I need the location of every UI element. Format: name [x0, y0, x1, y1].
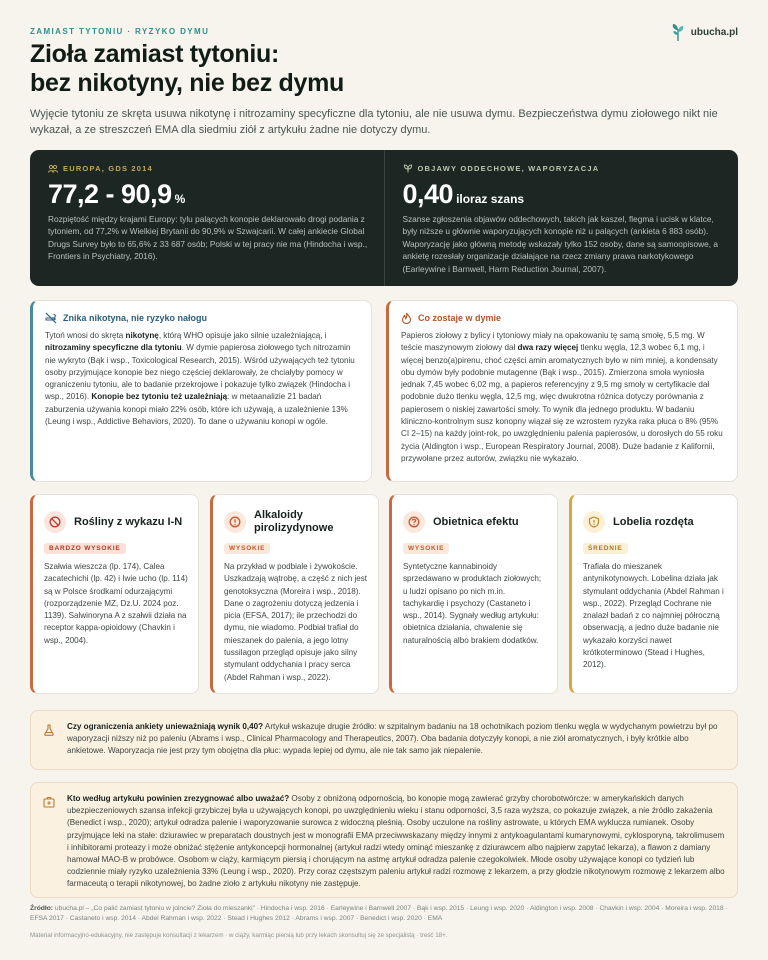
card-nicotine-title: Znika nikotyna, nie ryzyko nałogu — [63, 313, 208, 323]
risk-title: Lobelia rozdęta — [613, 515, 694, 528]
risk-badge: ŚREDNIE — [583, 543, 628, 554]
disclaimer: Materiał informacyjno-edukacyjny, nie zastępuje konsultacji z lekarzem · w ciąży, karmiąc piersią lub przy lekach skonsultuj się ze specjalistą · treść 18+. — [30, 932, 448, 939]
warning-icon — [229, 516, 241, 528]
risk-badge: WYSOKIE — [224, 543, 270, 554]
note-survey-text: Czy ograniczenia ankiety unieważniają wynik 0,40? Artykuł wskazuje drugie źródło: w szpitalnym badaniu na 18 ochotnikach poziom tlenku węgla w wydychanym powietrzu był po waporyzacji niższy niż po paleniu (Abrams i wsp., Clinical Pharmacology and Therapeutics, 2007). Oba badania dotyczyły konopi, a nie ziół aromatycznych, i były krótkie albo ankietowe. Waporyzacja nie jest przy tym obojętna dla płuc: wypada lepiej od dymu, ale nie tak samo jak niepalenie. — [67, 722, 718, 756]
risk-card-effect-promise — [389, 494, 558, 694]
hero-tag-vaporization: OBJAWY ODDECHOWE, WAPORYZACJA — [417, 164, 600, 173]
risk-badge: WYSOKIE — [403, 543, 449, 554]
lead-paragraph: Wyjęcie tytoniu ze skręta usuwa nikotynę i nitrozaminy specyficzne dla tytoniu, ale nie usuwa dymu. Bezpieczeństwa dymu ziołowego nikt nie wykazał, a ze streszczeń EMA dla siedmiu ziół z artykułu żadne nie dotyczy dymu. — [30, 108, 718, 136]
medical-kit-icon — [43, 796, 55, 808]
card-nicotine-text: Tytoń wnosi do skręta nikotynę, którą WHO opisuje jako silnie uzależniającą, i nitrozaminy specyficzne dla tytoniu. W dymie papierosa ziołowego tych nitrozamin nie wykryto (Bąk i wsp., Toxicological Research, 2015). Wśród używających też tytoniu osoby przyjmujące konopie bez niego częściej deklarowały, że chciałyby pomocy w ograniczeniu tytoniu, ale to badanie przekrojowe i pokazuje tylko związek (Hindocha i wsp., 2016). Konopie bez tytoniu też uzależniają: w metaanalizie 21 badań zaburzenia używania konopi miało 22% osób, które ich używają, a uzależnienie 13% (Leung i wsp., Addictive Behaviors, 2020). To dane o używaniu konopi w ogóle. — [45, 331, 355, 427]
note-who-should-avoid — [30, 782, 738, 898]
prohibited-icon — [49, 516, 61, 528]
leaf-icon — [403, 164, 413, 173]
logo-text: ubucha.pl — [690, 26, 738, 38]
note-survey-limits — [30, 710, 738, 770]
risk-card-controlled-plants — [30, 494, 199, 694]
risk-text: Syntetyczne kannabinoidy sprzedawano w produktach ziołowych; u ludzi opisano po nich m.in. tachykardię i psychozy (Castaneto i wsp., 2014). Sygnały według artykułu: obietnica działania, chwalenie się naturalnością albo brakiem dodatków. — [403, 562, 542, 645]
title-line-2: bez nikotyny, nie bez dymu — [30, 69, 345, 97]
logo[interactable] — [669, 22, 738, 42]
card-smoke-title: Co zostaje w dymie — [418, 313, 502, 323]
no-smoking-icon — [45, 312, 57, 324]
hero-value-vaporization: 0,40 — [402, 179, 454, 209]
hero-text-vaporization: Szanse zgłoszenia objawów oddechowych, takich jak kaszel, flegma i ucisk w klatce, były niższe u głównie waporyzujących konopie niż u palących (ankieta 6 883 osób). Waporyzację jako główną metodę wskazały tylko 152 osoby, dane są samoopisowe, a ankietę rozesłały organizacje działające na rzecz zmiany prawa narkotykowego (Earleywine i Barnwell, Harm Reduction Journal, 2007). — [402, 214, 718, 274]
question-icon — [408, 516, 420, 528]
hero-tag-europe: EUROPA, GDS 2014 — [63, 164, 153, 173]
card-smoke — [386, 300, 738, 482]
risk-badge: BARDZO WYSOKIE — [44, 543, 126, 554]
hero-stats — [30, 150, 738, 286]
risk-text: Trafiała do mieszanek antynikotynowych. Lobelina działa jak stymulant oddychania (Abdel Rahman i wsp., 2022). Przegląd Cochrane nie znalazł badań z co najmniej półroczną obserwacją, a jedno duże badanie nie wykazało korzyści nawet krótkoterminowo (Stead i Hughes, 2012). — [583, 562, 724, 670]
risk-card-lobelia — [569, 494, 738, 694]
risk-title: Rośliny z wykazu I-N — [74, 515, 183, 528]
herb-logo-icon — [669, 22, 687, 42]
risk-text: Na przykład w podbiale i żywokoście. Uszkadzają wątrobę, a część z nich jest genotoksyczna (Moreira i wsp., 2018). Dane o zagrożeniu dotyczą jedzenia i picia (EFSA, 2017); ile przechodzi do dymu, nie wiadomo. Podbiał trafiał do mieszanek do palenia, a jego lotny tussilagon przegląd opisuje jako silny stymulant oddychania i pracy serca (Abdel Rahman i wsp., 2022). — [224, 562, 368, 682]
flame-icon — [401, 312, 412, 324]
hero-text-europe: Rozpiętość między krajami Europy: tylu palących konopie deklarowało drogi podania z tytoniem, od 77,2% w Wielkiej Brytanii do 90,9% w Szwajcarii. W całej ankiecie Global Drugs Survey było to 65,6% z 33 687 osób; Polski w tej pracy nie ma (Hindocha i wsp., Frontiers in Psychiatry, 2016). — [48, 214, 368, 262]
shield-alert-icon — [588, 516, 600, 528]
card-smoke-text: Papieros ziołowy z bylicy i tytoniowy miały na opakowaniu tę samą smołę, 5,5 mg. W teście maszynowym ziołowy dał dwa razy więcej tlenku węgla, 12,3 wobec 6,1 mg, i więcej benzo(a)pirenu, choć części amin aromatycznych było w nim mniej, a kondensaty obu dymów były podobnie mutagenne (Bąk i wsp., 2015). Zmierzona smoła wyniosła jednak 7,45 wobec 6,02 mg, a papieros referencyjny z 9,5 mg smoły w certyfikacie dał podobnie dużo tlenku węgla, 12,5 mg, więc dwukrotna różnica dotyczy porównania z papierosem o niskiej zawartości smoły. To wynik dla jednego produktu. W badaniu kliniczno-kontrolnym susz konopny wiązał się ze wzrostem ryzyka raka płuca o 8% (95% CI 2–15) na każdy joint-rok, po uwzględnieniu palenia papierosów, u dorosłych do 55 roku życia (Aldington i wsp., European Respiratory Journal, 2008). Duże badanie z Kalifornii, przywołane przez autorów, związku nie wykazało. — [401, 331, 723, 463]
page-title — [30, 40, 344, 98]
risk-title: Obietnica efektu — [433, 515, 519, 528]
flask-icon — [43, 724, 55, 736]
hero-stat-europe — [30, 150, 384, 286]
risk-text: Szałwia wieszcza (lp. 174), Calea zacatechichi (lp. 42) i Iwie ucho (lp. 114) są w Polsce środkami odurzającymi (rozporządzenie MZ, Dz.U. 2024 poz. 1139). Salwinoryna A z szałwii działa na receptor kappa-opioidowy (Chavkin i wsp., 2004). — [44, 562, 188, 645]
risk-title: Alkaloidy pirolizydynowe — [254, 509, 334, 534]
note-avoid-text: Kto według artykułu powinien zrezygnować albo uważać? Osoby z obniżoną odpornością, bo konopie mogą zawierać grzyby chorobotwórcze: w amerykańskich danych ubezpieczeniowych szansa infekcji grzybiczej była u używających konopi, po uwzględnieniu wieku i stanu odporności, 3,5 raza wyższa, co pokazuje związek, a nie źródło zakażenia (Benedict i wsp., 2020); artykuł odradza palenie i waporyzowanie surowca z widoczną pleśnią. Osoby uczulone na rośliny astrowate, u których EMA wyklucza rumianek. Osoby przyjmujące leki na stałe: dziurawiec w preparatach doustnych jest w monografii EMA przeciwwskazany między innymi z antykoagulantami kumarynowymi, cyklosporyną, takrolimusem i inhibitorami proteazy i może obniżać stężenie antykoncepcji hormonalnej (artykuł radzi wtedy ominąć mieszankę z dziurawcem albo najpierw zapytać lekarza), a flawon z damiany hamował MAO-B w probówce. Osobom w ciąży, karmiącym piersią i chorującym na astmę artykuł odradza palenie czegokolwiek. Młode osoby używające konopi co tydzień lub codziennie miały ryzyko uzależnienia 33% (Leung i wsp., 2020). Przy coraz częstszym paleniu artykuł radzi rozmowę z lekarzem, a przy głodzie nikotynowym rozmowę z lekarzem albo farmaceutą o terapii nikotynowej, bo żadne zioło z artykułu nikotyny nie zastępuje. — [67, 794, 725, 889]
hero-unit-vaporization: iloraz szans — [456, 192, 525, 206]
people-icon — [48, 165, 58, 173]
title-line-1: Zioła zamiast tytoniu: — [30, 40, 279, 68]
source-list: Źródło: ubucha.pl – „Co palić zamiast tytoniu w joincie? Zioła do mieszanki” · Hindocha i wsp. 2016 · Earleywine i Barnwell 2007 · Bąk i wsp. 2015 · Leung i wsp. 2020 · Aldington i wsp. 2008 · Chavkin i wsp. 2004 · Moreira i wsp. 2018 · EFSA 2017 · Castaneto i wsp. 2014 · Abdel Rahman i wsp. 2022 · Stead i Hughes 2012 · Abrams i wsp. 2007 · Benedict i wsp. 2020 · EMA — [30, 905, 728, 922]
risk-card-alkaloids — [210, 494, 379, 694]
kicker: ZAMIAST TYTONIU · RYZYKO DYMU — [30, 27, 210, 36]
card-nicotine — [30, 300, 372, 482]
hero-unit-europe: % — [174, 192, 186, 206]
hero-stat-vaporization — [384, 150, 739, 286]
hero-value-europe: 77,2 - 90,9 — [48, 179, 172, 209]
